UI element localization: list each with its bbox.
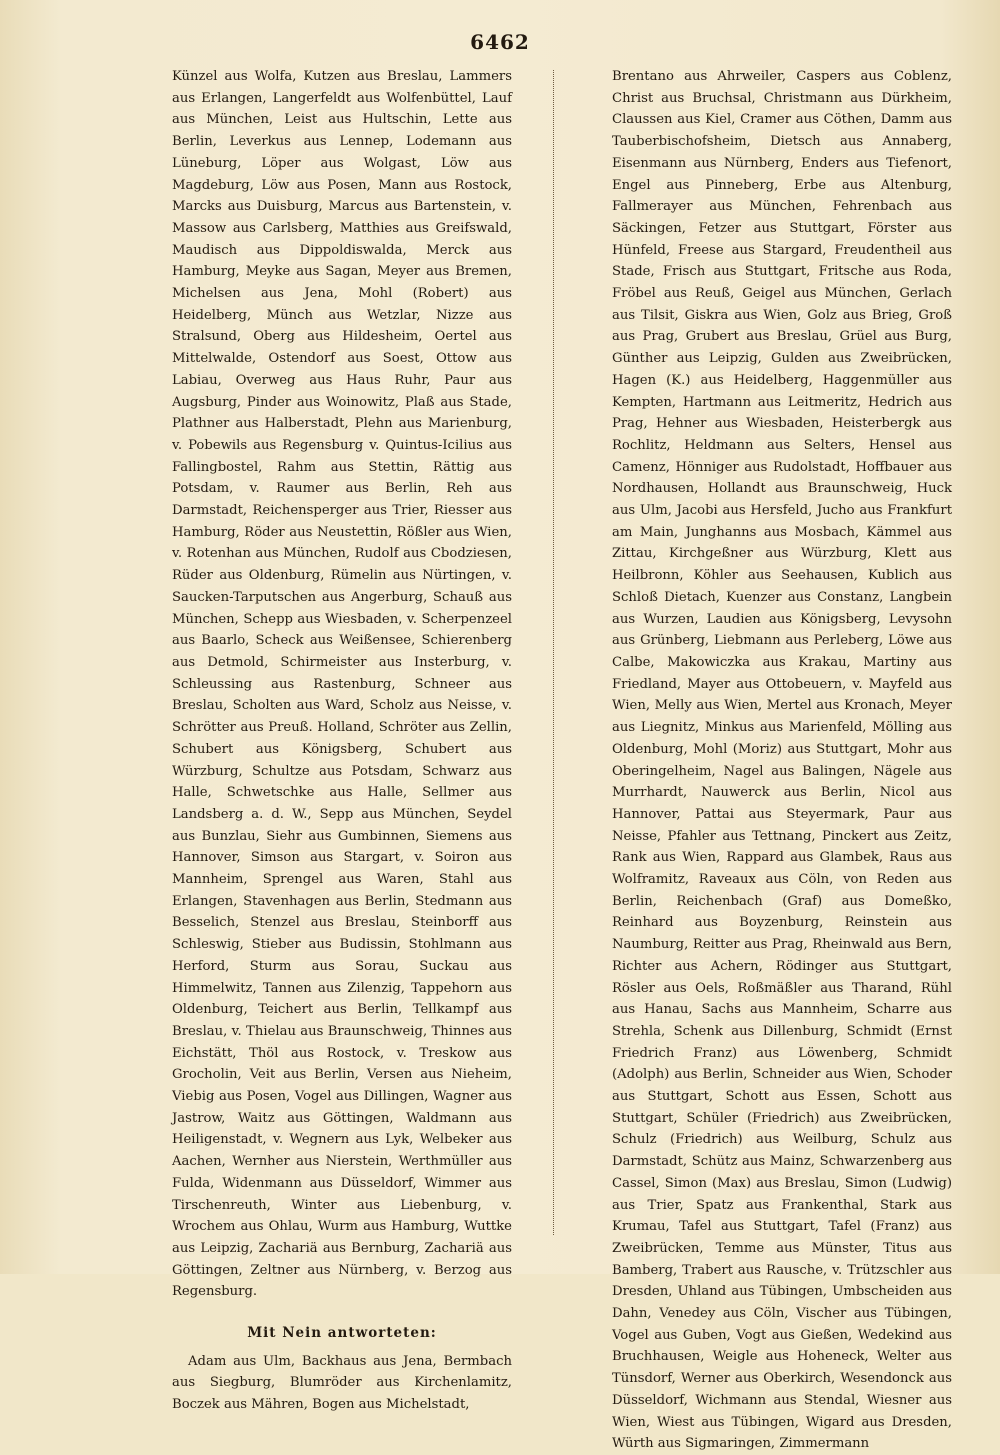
no-voters-list: Adam aus Ulm, Backhaus aus Jena, Bermbach aus Siegburg, Blumröder aus Kirchenlamitz, Boczek aus Mähren, Bogen aus Michelstadt, (172, 1353, 512, 1413)
left-column (172, 66, 512, 1416)
page-number: 6462 (470, 30, 530, 54)
no-voters-list-continued: Brentano aus Ahrweiler, Caspers aus Coblenz, Christ aus Bruchsal, Christmann aus Dürkheim, Claussen aus Kiel, Cramer aus Cöthen, Damm aus Tauberbischofsheim, Dietsch aus Annaberg, Eisenmann aus Nürnberg, Enders aus Tiefenort, Engel aus Pinneberg, Erbe aus Altenburg, Fallmerayer aus München, Fehrenbach aus Säckingen, Fetzer aus Stuttgart, Förster aus Hünfeld, Freese aus Stargard, Freudentheil aus Stade, Frisch aus Stuttgart, Fritsche aus Roda, Fröbel aus Reuß, Geigel aus München, Gerlach aus Tilsit, Giskra aus Wien, Golz aus Brieg, Groß aus Prag, Grubert aus Breslau, Grüel aus Burg, Günther aus Leipzig, Gulden aus Zweibrücken, Hagen (K.) aus Heidelberg, Haggenmüller aus Kempten, Hartmann aus Leitmeritz, Hedrich aus Prag, Hehner aus Wiesbaden, Heisterbergk aus Rochlitz, Heldmann aus Selters, Hensel aus Camenz, Hönniger aus Rudolstadt, Hoffbauer aus Nordhausen, Hollandt aus Braunschweig, Huck aus Ulm, Jacobi aus Hersfeld, Jucho aus Frankfurt am Main, Junghanns aus Mosbach, Kämmel aus Zittau, Kirchgeßner aus Würzburg, Klett aus Heilbronn, Köhler aus Seehausen, Kublich aus Schloß Dietach, Kuenzer aus Constanz, Langbein aus Wurzen, Laudien aus Königsberg, Levysohn aus Grünberg, Liebmann aus Perleberg, Löwe aus Calbe, Makowiczka aus Krakau, Martiny aus Friedland, Mayer aus Ottobeuern, v. Mayfeld aus Wien, Melly aus Wien, Mertel aus Kronach, Meyer aus Liegnitz, Minkus aus Marienfeld, Mölling aus Oldenburg, Mohl (Moriz) aus Stuttgart, Mohr aus Oberingelheim, Nagel aus Balingen, Nägele aus Murrhardt, Nauwerck aus Berlin, Nicol aus Hannover, Pattai aus Steyermark, Paur aus Neisse, Pfahler aus Tettnang, Pinckert aus Zeitz, Rank aus Wien, Rappard aus Glambek, Raus aus Wolframitz, Raveaux aus Cöln, von Reden aus Berlin, Reichenbach (Graf) aus Domeßko, Reinhard aus Boyzenburg, Reinstein aus Naumburg, Reitter aus Prag, Rheinwald aus Bern, Richter aus Achern, Rödinger aus Stuttgart, Rösler aus Oels, Roßmäßler aus Tharand, Rühl aus Hanau, Sachs aus Mannheim, Scharre aus Strehla, Schenk aus Dillenburg, Schmidt (Ernst Friedrich Franz) aus Löwenberg, Schmidt (Adolph) aus Berlin, Schneider aus Wien, Schoder aus Stuttgart, Schott aus Essen, Schott aus Stuttgart, Schüler (Friedrich) aus Zweibrücken, Schulz (Friedrich) aus Weilburg, Schulz aus Darmstadt, Schütz aus Mainz, Schwarzenberg aus Cassel, Simon (Max) aus Breslau, Simon (Ludwig) aus Trier, Spatz aus Frankenthal, Stark aus Krumau, Tafel aus Stuttgart, Tafel (Franz) aus Zweibrücken, Temme aus Münster, Titus aus Bamberg, Trabert aus Rausche, v. Trützschler aus Dresden, Uhland aus Tübingen, Umbscheiden aus Dahn, Venedey aus Cöln, Vischer aus Tübingen, Vogel aus Guben, Vogt aus Gießen, Wedekind aus Bruchhausen, Weigle aus Hoheneck, Welter aus Tünsdorf, Werner aus Oberkirch, Wesendonck aus Düsseldorf, Wichmann aus Stendal, Wiesner aus Wien, Wiest aus Tübingen, Wigard aus Dresden, Würth aus Sigmaringen, Zimmermann (612, 69, 952, 1452)
yes-voters-list-continued: Künzel aus Wolfa, Kutzen aus Breslau, Lammers aus Erlangen, Langerfeldt aus Wolfenbüttel, Lauf aus München, Leist aus Hultschin, Lette aus Berlin, Leverkus aus Lennep, Lodemann aus Lüneburg, Löper aus Wolgast, Löw aus Magdeburg, Löw aus Posen, Mann aus Rostock, Marcks aus Duisburg, Marcus aus Bartenstein, v. Massow aus Carlsberg, Matthies aus Greifswald, Maudisch aus Dippoldiswalda, Merck aus Hamburg, Meyke aus Sagan, Meyer aus Bremen, Michelsen aus Jena, Mohl (Robert) aus Heidelberg, Münch aus Wetzlar, Nizze aus Stralsund, Oberg aus Hildesheim, Oertel aus Mittelwalde, Ostendorf aus Soest, Ottow aus Labiau, Overweg aus Haus Ruhr, Paur aus Augsburg, Pinder aus Woinowitz, Plaß aus Stade, Plathner aus Halberstadt, Plehn aus Marienburg, v. Pobewils aus Regensburg v. Quintus-Icilius aus Fallingbostel, Rahm aus Stettin, Rättig aus Potsdam, v. Raumer aus Berlin, Reh aus Darmstadt, Reichensperger aus Trier, Riesser aus Hamburg, Röder aus Neustettin, Rößler aus Wien, v. Rotenhan aus München, Rudolf aus Cbodziesen, Rüder aus Oldenburg, Rümelin aus Nürtingen, v. Saucken-Tarputschen aus Angerburg, Schauß aus München, Schepp aus Wiesbaden, v. Scherpenzeel aus Baarlo, Scheck aus Weißensee, Schierenberg aus Detmold, Schirmeister aus Insterburg, v. Schleussing aus Rastenburg, Schneer aus Breslau, Scholten aus Ward, Scholz aus Neisse, v. Schrötter aus Preuß. Holland, Schröter aus Zellin, Schubert aus Königsberg, Schubert aus Würzburg, Schultze aus Potsdam, Schwarz aus Halle, Schwetschke aus Halle, Sellmer aus Landsberg a. d. W., Sepp aus München, Seydel aus Bunzlau, Siehr aus Gumbinnen, Siemens aus Hannover, Simson aus Stargart, v. Soiron aus Mannheim, Sprengel aus Waren, Stahl aus Erlangen, Stavenhagen aus Berlin, Stedmann aus Besselich, Stenzel aus Breslau, Steinborff aus Schleswig, Stieber aus Budissin, Stohlmann aus Herford, Sturm aus Sorau, Suckau aus Himmelwitz, Tannen aus Zilenzig, Tappehorn aus Oldenburg, Teichert aus Berlin, Tellkampf aus Breslau, v. Thielau aus Braunschweig, Thinnes aus Eichstätt, Thöl aus Rostock, v. Treskow aus Grocholin, Veit aus Berlin, Versen aus Nieheim, Viebig aus Posen, Vogel aus Dillingen, Wagner aus Jastrow, Waitz aus Göttingen, Waldmann aus Heiligenstadt, v. Wegnern aus Lyk, Welbeker aus Aachen, Wernher aus Nierstein, Werthmüller aus Fulda, Widenmann aus Düsseldorf, Wimmer aus Tirschenreuth, Winter aus Liebenburg, v. Wrochem aus Ohlau, Wurm aus Hamburg, Wuttke aus Leipzig, Zachariä aus Bernburg, Zachariä aus Göttingen, Zeltner aus Nürnberg, v. Berzog aus Regensburg. (172, 69, 512, 1300)
right-column (612, 66, 952, 1455)
section-heading-no-votes: Mit Nein antworteten: (247, 1325, 437, 1342)
column-divider (553, 70, 554, 1235)
